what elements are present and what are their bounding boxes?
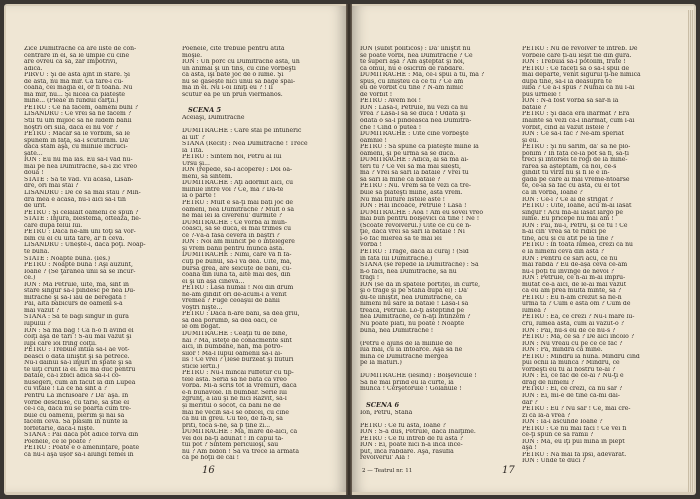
right-page	[352, 6, 694, 492]
text-line: la Tita.	[182, 147, 204, 154]
text-line: ION : Nu vreau cu pe ce ce fac ?	[522, 340, 623, 347]
text-line: un animal şi un tins, cu cine vorbeşti	[182, 65, 296, 72]
text-line: tine, acu și cu atît pe la tine ?	[522, 235, 614, 242]
text-line: Înainte să vezi că-i înarmat, cum l-ai	[522, 118, 635, 125]
text-line: ION : Ei, mi-e de tine că-mi dai-	[522, 392, 620, 399]
text-line: DUMITRACHE : Nimi, care va fi fă-	[182, 252, 292, 259]
text-line: Aceiaşi, Dumitrache	[182, 114, 245, 121]
text-line: ION : Noi am muncit pe o înțelegere	[182, 239, 295, 246]
text-line: de asta, nu mă mir. Că tare-i cu-	[24, 78, 124, 85]
text-line: are ovreu ca să, zar Împotrivi,	[24, 59, 118, 66]
text-line: mine... (Pleăe în fundul cărţii.)	[24, 98, 119, 105]
text-line: tui pot ? Sîntem periculoşi, sau	[182, 442, 279, 449]
text-line: PETRU : Să spune că plăteşte mîine la	[360, 144, 479, 151]
text-line: vrea ? Lasă-l să se ducă ! Odată şi	[360, 111, 466, 118]
left-column-2	[182, 46, 308, 462]
text-line: şate...	[24, 150, 43, 157]
text-line: PETRU : Sintem noi, Petru al lui	[182, 154, 282, 161]
text-line: ca pe hoţii de cai !	[182, 455, 240, 462]
text-line: PETRU : Na mai fă ipsi, adevărat.	[522, 451, 627, 458]
text-line: forfetărie, dacă-i nişte.	[24, 425, 95, 432]
text-line: DUMITRACHE : Aţi adormit aici, cu	[182, 180, 294, 187]
text-line: STATE : Să te văd. Vii acasă, Lisan-	[24, 176, 134, 183]
text-line: ION (se dă în spatele portiţei, în curte,	[360, 281, 481, 288]
text-line: PETRU : Uite, Ioane, acu m-ai lăsat	[522, 203, 632, 210]
text-line: beasci o dată liniştit şi să petrece.	[24, 353, 130, 360]
text-line: PETRU : Mă, ce să ? De aici încolo ?	[522, 334, 634, 341]
text-line: mai bun pentru bolşevici ca tine ! Ne !	[360, 216, 480, 223]
text-line: SCENA 6	[366, 400, 400, 409]
text-line: ai uit' ?	[182, 134, 205, 141]
text-line: LISANDRU : Unește-i, dacă poţi. Noap-	[24, 242, 146, 249]
text-line: PIRVU : Şi de asta ajnt în stare. Şi	[24, 72, 130, 79]
text-line: pus urmele !	[522, 91, 562, 98]
text-line: PETRU : Mult e să-ţi mai bați joc de	[182, 200, 294, 207]
text-line: PETRU : Ce na facem, oameni buni ?	[24, 104, 138, 111]
text-line: ION : N-a fost vorba să sar-n la	[522, 98, 619, 105]
text-line: PETRU : Mîndru la hună. Mîndru cînd	[522, 353, 640, 360]
text-line: mină ce Dumitrache mergea	[360, 353, 449, 360]
text-line: oamnie !	[360, 137, 387, 144]
text-line: că eu am prea multă minte, să ?	[522, 288, 622, 295]
text-line: PETRU : Nu de revolver te întreb. De	[522, 46, 638, 52]
text-line: ca ăsta, îşi bate joc de o lume. Şi	[182, 72, 284, 79]
text-line: n-ai cin' vrea să te ridici pe	[522, 229, 607, 236]
text-line: PETRU : Dacă ne-am uni toţi să vor-	[24, 229, 136, 236]
text-line: Ioane ? (Se ţaranea unii să se încur-	[24, 268, 136, 275]
right-column-2	[522, 46, 641, 465]
text-line: bătaie, că-i zbici adică să-i-l co-	[24, 373, 121, 380]
text-line: ION (repede, să-l acopere) : Doi oa-	[182, 167, 293, 174]
text-line: DUMITRACHE : Ceaţii tu de bine,	[182, 330, 288, 337]
text-line: PETRU : Şi dacă era înarmat ? Era	[522, 111, 630, 118]
text-line: DUMITRACHE : Mă, mare de-aici, că	[182, 429, 298, 436]
text-line: dre, ori mai stai ?	[24, 183, 79, 190]
text-line: Zice Dumitrache că are liste de con-	[24, 46, 137, 52]
text-line: lumea ?	[522, 307, 547, 314]
text-line: PETRU : Trebuie întîia să-i ae vot-	[24, 347, 130, 354]
text-line: mai ne vecin să-l se obicei, cu cine	[182, 409, 289, 416]
text-line: nu se găseşte nici unui să bage spai-	[182, 78, 296, 85]
text-line: STANA (se repede la Dumitrache) : Să	[360, 262, 479, 269]
text-line: dra mea e acasă, nu-i aici să-i tin	[24, 196, 126, 203]
text-line: mitrache şi să-l iau de beregată !	[24, 294, 127, 301]
text-line: mai rabdă ? Eu de-așa ceva ce-am	[522, 262, 628, 269]
text-line: PETRU : Dacă n-are bani, să dea griu,	[182, 311, 300, 318]
text-line: iubă ? Ce a-i spus ? Numai că nu l-ai	[522, 85, 635, 92]
text-line: pe la maturi.)	[360, 360, 402, 367]
text-line: Stil tu um mijloc să ne ludem banii	[24, 118, 132, 125]
text-line: PETRU : În toată lumea, crezi că nu	[522, 242, 633, 249]
text-line: aşa !	[522, 445, 537, 452]
text-line: PETRU : Nu-i mîncai ruffetur cu tip-	[182, 370, 294, 377]
printer-signature: 2 — Teatrul nr. 11	[362, 468, 413, 474]
text-line: spus, cu lînișteu ca ce tu ? Ce am	[360, 78, 464, 85]
text-line: cuţi pe bunul, să-i vă dea. Uite, mă,	[182, 258, 292, 265]
text-line: şi eu.	[522, 137, 539, 144]
text-line: ne-am gîndit ori de-acum-i a venit	[182, 291, 287, 298]
left-column-1	[24, 46, 146, 458]
text-line: STANA : Păi dacă pot adice forvă din	[24, 432, 139, 439]
text-line: tragi !	[360, 275, 380, 282]
text-line: vorbă. Mi-a scris tot la vremuri, dacă	[182, 383, 297, 390]
text-line: stare singur să-l pindesc pe nea Du-	[24, 288, 136, 295]
text-line: meni, să sintem.	[182, 173, 233, 180]
text-line: che ! Cînd o putea !	[360, 124, 422, 131]
left-page	[6, 6, 346, 492]
text-line: ponim ? În fața ce-ia pot să fi, să-ți	[522, 150, 629, 157]
text-line: cu vitale ! La ce na sînt a ?	[24, 386, 107, 393]
text-line: oameni, şi pe urmă să se ducă.	[360, 150, 456, 157]
text-line: DUMITRACHE : Ce vorbă ai mun-	[182, 219, 287, 226]
text-line: după tine, să-l ia deasupra te	[522, 78, 612, 85]
text-line: ION : Ei, ce fac de ce-ai ? Nu-ţi e	[522, 373, 624, 380]
text-line: lis ! Ce vrei ? (Iese burzeat şi fluturi	[182, 357, 294, 364]
text-line: drag de nimeni ?	[522, 379, 575, 386]
text-line: două !	[24, 170, 44, 177]
right-column-1	[360, 46, 484, 462]
text-line: te uiţi crunt la el. Eu mă duc pentru	[24, 366, 136, 373]
text-line: singur ! Acu mă-ai lăsat largo pe	[522, 209, 623, 216]
text-line: PETRU : Măcar să le vorbim, să le	[24, 131, 131, 138]
text-line: ce ?-Vă-a fasă cevera în baştri ?	[182, 232, 280, 239]
text-line: şi vrem banii pentru munca asta.	[182, 245, 285, 252]
text-line: buie să plăteşti mîine, asta vrem.	[360, 190, 463, 197]
text-line: n-o faci, nea Dumitrache, să nu	[360, 268, 457, 275]
text-line: PETRU : Ce fu întreb de fu asta ?	[360, 435, 463, 442]
text-line: Poenele, cite trebuie pentru atita	[182, 46, 285, 52]
text-line: bim cu el cu uita tare, ar fi ceva.	[24, 235, 125, 242]
text-line: (Scoate revolverul.) Uite ce cu ce n-	[360, 222, 472, 229]
text-line: dar ?	[522, 399, 538, 406]
text-line: LISANDRU : De ce să mai stau ? Mîn-	[24, 190, 141, 197]
text-line: priti, toca s-ne, să p ține zi...	[182, 422, 271, 429]
text-line: ION : Unde te duci ?	[522, 458, 586, 465]
text-line: mîinile între voi ? Ce, mă ? Da-te	[182, 186, 284, 193]
text-line: mă ? Vrei să sari la bătaie ? Vrei tu	[360, 170, 469, 177]
text-line: PETRU : Poate e o amenințare, poate	[24, 445, 140, 452]
text-line: Să ne mai prind eu la curte, la	[360, 379, 454, 386]
text-line: voştri nişte...	[182, 304, 223, 311]
text-line: te bună.	[24, 248, 50, 255]
text-line: ce-ţi spun ce să rămîi ?	[522, 432, 594, 439]
text-line: ION : Mă Petrule, uite, mă, sînt in	[24, 281, 129, 288]
text-line: ce-i ca, dacă nu se poartă cum tre-	[24, 406, 132, 413]
text-line: Nu-i dăinui să-i înjuri în spate şi să	[24, 360, 132, 367]
text-line: muncă ! Cerşetorule ! Golanule !	[360, 386, 462, 393]
text-line: ca omul, nu e osicrim de răbdare.	[360, 65, 465, 72]
text-line: DUMITRACHE (iesind) : Bolşevicule !	[360, 373, 477, 380]
text-line: că nu-i aşa ușor să-i alungi femei în	[24, 451, 134, 458]
text-line: în fata lui Dumitrache.)	[360, 255, 433, 262]
text-line: mai văzut ?	[24, 307, 60, 314]
text-line: centrare în el, să le umple cu cine	[24, 52, 130, 59]
text-line: treci și întorsei te rogi de la mine-	[522, 157, 628, 164]
text-line: DUMITRACHE : Care stai pe întuneric	[182, 128, 302, 135]
text-line: aici, în bumbane, nan, mă potro-	[182, 344, 283, 351]
text-line: oameni, nea Dumitrache ? Mult o să	[182, 206, 295, 213]
text-line: tele ăsta. Seria să ne bată ca vreo	[182, 376, 287, 383]
text-line: ION : Lasă-l, Petrule, nu vezi că nu	[360, 104, 468, 111]
text-line: Ion, Petru, Stana	[360, 409, 413, 416]
text-line: colţi aşa de tari ! S-au mai văzut şi	[24, 334, 132, 341]
text-line: să dea porumb, să dea oaci, ce	[182, 317, 278, 324]
text-line: rarea să așteptăm, că noi, ce-s	[522, 163, 617, 170]
text-line: Ursu şi...	[182, 160, 210, 167]
text-line: Nu poate plăti, nu poate ! Noapte	[360, 320, 465, 327]
text-line: mai pe nea Dumitrache, să-i zic vreo	[24, 163, 138, 170]
text-line: de vorbit !	[360, 91, 393, 98]
text-line: lume. Eu pricepe nu mai am !	[522, 216, 614, 223]
text-line: e-n bunăvoie. În bumbar. Serie lui	[182, 389, 287, 396]
left-page-number: 16	[202, 465, 215, 476]
text-line: le om bogat.	[182, 324, 221, 331]
text-line: dacă stăm aşa, cu mîinile încruci-	[24, 144, 128, 151]
text-line: să sari la mine ca bătaie ?	[360, 176, 441, 183]
text-line: PETRU : Eu n-am crezut să fie-n	[522, 294, 622, 301]
text-line: PETRU : Noapte bună ! Aşi auzunt,	[24, 262, 133, 269]
open-book	[4, 4, 696, 495]
text-line: ION : Pentru ce sari acu, ce nu	[522, 255, 618, 262]
text-line: lua mai, cu la intoarce. Aşa să ne	[360, 347, 463, 354]
text-line: DUMITRACHE : Aoa ! Am eu sovei vreo	[360, 209, 484, 216]
text-line: ION : Eu nu mă las. Eu să-l vad nu-	[24, 157, 133, 164]
text-line: zi că la-a vrea ?	[522, 412, 571, 419]
text-line: Păi, alta babicurs de oameni s-a	[24, 301, 123, 308]
text-line: PETRU : Eu ? Nu sar ! Ce, mai cre-	[522, 406, 631, 413]
text-line: ION : Să mă bag ! Că n-o fi avind el	[24, 327, 134, 334]
text-line: STATE : Noapte bună. (Ies.)	[24, 255, 111, 262]
text-line: ca nu în greu. Cu teo, de fă-n, să	[182, 416, 283, 423]
right-page-number: 17	[502, 465, 515, 476]
text-line: zgrunţ, a iau şi ne nici Răzvit, să-l	[182, 396, 287, 403]
text-line: i-o fac mierea să te mai iei	[360, 235, 442, 242]
text-line: put, încă răbdare. Aşa, răsuflă	[360, 448, 454, 455]
text-line: coasci, să se ducă, ei mai trimes cu	[182, 226, 292, 233]
text-line: de urit.	[24, 203, 47, 210]
text-line: vorbeşti eu tu al nostru te-ai ?	[522, 366, 616, 373]
text-line: mai departe, venit sigurul ţi-ne nimica	[522, 72, 641, 79]
text-line: ţie, dacă vrei să sari la bătaie ! Ni	[360, 229, 465, 236]
text-line: ION : Păi, nu-i, Petru, și ce tu ! Ce	[522, 222, 628, 229]
text-line: ION : Pă, mîndra ca mine.	[522, 347, 603, 354]
text-line: STATE : Înjură, blestemă, oftează, fie-	[24, 216, 141, 223]
text-line: revolverul' Ala !	[360, 455, 410, 462]
text-line: DUMITRACHE : Mă, ce-i spui a tu, mă ?	[360, 72, 485, 79]
text-line: Pentru La închisoare ? Da' aşa. În	[24, 392, 129, 399]
text-line: facem ceva. Să plăsim în nunte la	[24, 419, 128, 426]
text-line: moşie.	[182, 52, 203, 59]
text-line: DUMITRACHE : Uite cine vorbeşte	[360, 131, 469, 138]
text-line: ION : Trebuia să-l potolim, frate !	[522, 59, 626, 66]
text-line: vremea ? Fuge ceoaşul de banii	[182, 298, 280, 305]
text-line: bătaie ?	[522, 104, 547, 111]
text-line: scutur ea pe un prun viermănos.	[182, 91, 283, 98]
text-line: care după felul lui.	[24, 222, 83, 229]
text-line: PETRU : Trage, dacă ai curaj ! (Sîd	[360, 248, 469, 255]
text-line: (Petru e ajuns de la mîinile de	[360, 340, 453, 347]
text-line: sticle iertii.)	[182, 363, 220, 370]
text-line: nu ? Am bidon ! Să va trece la armata	[182, 448, 300, 455]
text-line: la o parte !	[182, 193, 217, 200]
text-line: gîndit tu vîrzi nu și fi le e în-	[522, 170, 610, 177]
text-line: odată o să-l pindească nea Dumitra-	[360, 118, 472, 125]
text-line: PETRU : Ce nu mai faci ! Ce vei fi	[522, 425, 627, 432]
text-line: şi o trage şi pe Stana după el) : Da'	[360, 288, 469, 295]
text-line: Nu mai fluture listele aste !	[360, 196, 446, 203]
text-line: du-te liniştit, nea Dumitrache, că	[360, 294, 462, 301]
text-line: mă mir, nu... Şi nicea că plăteşte	[24, 91, 126, 98]
text-line: LISANDRU : Ce vrei să ne facem ?	[24, 111, 132, 118]
text-line: STANA (Recit) : Nea Dumitrache ! Trece	[182, 141, 308, 148]
text-line: PETRU : Ce fu asta, Ioane ?	[360, 422, 446, 429]
text-line: PETRU : Nu. Vrem să te vezi că tre-	[360, 183, 471, 190]
text-line: PETRU : Avem noi !	[360, 98, 422, 105]
text-line: cru, lumea asta, cum ai văzut-o ?	[522, 320, 624, 327]
text-line: PETRU : Ce faceți să o să-l spui de	[522, 65, 630, 72]
text-line: vorbit, cînd ai văzut listele ?	[522, 124, 610, 131]
text-line: lupului ?	[24, 320, 51, 327]
text-line: PETRU : Şi celălalt oameni ce spun ?	[24, 209, 139, 216]
text-line: treacă, Petrule. Lo-ţi asteptind pe	[360, 307, 465, 314]
text-line: spunem în faţă, să-i scuturăm. Da'	[24, 137, 130, 144]
text-line: Poenele, ce le poate ?	[24, 438, 91, 445]
text-line: lupi care ioi frîng colţii.	[24, 340, 97, 347]
text-line: PETRU : Ei, ce crezi, că nu sar ?	[522, 386, 623, 393]
text-line: vorba !	[360, 242, 382, 249]
text-line: ION (subit politicos) : Da' liniştit nu	[360, 46, 471, 52]
text-line: nusegeri, cum an făcut la din Lupea	[24, 379, 136, 386]
text-line: ION : Ce-i ? Ce ai de strigat ?	[522, 196, 613, 203]
text-line: ION : S-a dus, Petrule, dacă Înălţime.	[360, 429, 476, 436]
text-line: eu de vorbit cu tine ? N-am nimic	[360, 85, 464, 92]
text-line: pui ochii la munca ? Mîndru, ce	[522, 360, 620, 367]
text-line: vorbele care ți-au ieşit tie din gură.	[522, 52, 632, 59]
text-line: vorbe deschise, cu tărie, să știe el	[24, 399, 130, 406]
text-line: adică.	[24, 65, 43, 72]
page-edge	[688, 10, 694, 492]
text-line: nu-i poți tu învinge de nevoi ?	[522, 268, 614, 275]
text-line: se poate vorbi, nea Dumitrache ? Ce	[360, 52, 473, 59]
text-line: ION : Ia-i ascunde Ioane ?	[522, 419, 603, 426]
text-line: coana din luna ta, alte mai des, din	[182, 272, 291, 279]
text-line: vei doi bă-ţi adunat ! În capul tă-	[182, 435, 284, 442]
text-line: ei şi un aşa cineva...	[182, 278, 245, 285]
text-line: ION : Mă, eu iţi pui mîna în piept	[522, 438, 625, 445]
text-line: te superi aşa ? Am aşteptat şi noi,	[360, 59, 465, 66]
text-line: ION : Un porc cu Dumitrache ăsta, un	[182, 59, 300, 66]
text-line: buie cu oamenii, pierim şi nai să	[24, 412, 125, 419]
text-line: te, ce-ia să fac cu asta, cu el tot	[522, 183, 620, 190]
text-line: noştri ori sila, dacă ei nu vor ?	[24, 124, 118, 131]
text-line: ma în el. Nu i-oi liniţi eu ? ! Îi	[182, 85, 273, 92]
text-line: teri tu ? Ce vei să mă mai sîlești,	[360, 163, 461, 170]
text-line: bună, nea Dumitrache !	[360, 327, 434, 334]
text-line: PETRU : Lasă numai ! Noi din drum	[182, 285, 294, 292]
text-line: PETRU : Ea, ce crezi ? Nu-i mare lu-	[522, 314, 635, 321]
text-line: gădă pe care ai mai vreme-ntoarse	[522, 176, 630, 183]
text-line: ce.)	[24, 275, 36, 282]
text-line: urma ta ? Cum e ăsta om ? Cum de	[522, 301, 631, 308]
text-line: mutat ce-a aici, de le-ai mai văzut	[522, 281, 627, 288]
text-line: ne mai iei la cîverenu' durmite ?	[182, 213, 282, 220]
text-line: ION : Hai încoace, Petrule ! Lasă !	[360, 203, 467, 210]
text-line: ION : Petrule, ce n-ai m-ai împru-	[522, 275, 626, 282]
text-line: coana, cei măgia el, or fi toana. Nu	[24, 85, 133, 92]
text-line: hai ? Mă, isteţe de conacmente sint	[182, 337, 292, 344]
text-line: STANA : Să te bagi singur în gura	[24, 314, 129, 321]
text-line: nimeni nu sare la bătaie ! Lasă-l să	[360, 301, 469, 308]
text-line: ION : Ce să-i fac ? Ne-am speriat	[522, 131, 624, 138]
text-line: e la nimeni ceva din asta ?	[522, 248, 604, 255]
text-line: ION : Păi, nu-s eu de ce nu-s ?	[522, 327, 616, 334]
text-line: SCENA 5	[188, 105, 222, 114]
text-line: ION : Ei, poate nici n-a încă înce-	[360, 442, 463, 449]
text-line: bursa grea, are seicuțe de bani, cu-	[182, 265, 292, 272]
text-line: PETRU : Şi nu sărim, da' să ne plo-	[522, 144, 631, 151]
text-line: silor ! Mă-l lupul oamenii să-i ai-	[182, 350, 283, 357]
text-line: DUMITRACHE : Adică, ai să mă ai-	[360, 157, 469, 164]
text-line: și meritul o socot, că bani ne de	[182, 402, 281, 409]
text-line: ca în vorbă, Ioane ?	[522, 190, 583, 197]
text-line: nea Dumitrache, ce n-ăţi întinzem ?	[360, 314, 471, 321]
